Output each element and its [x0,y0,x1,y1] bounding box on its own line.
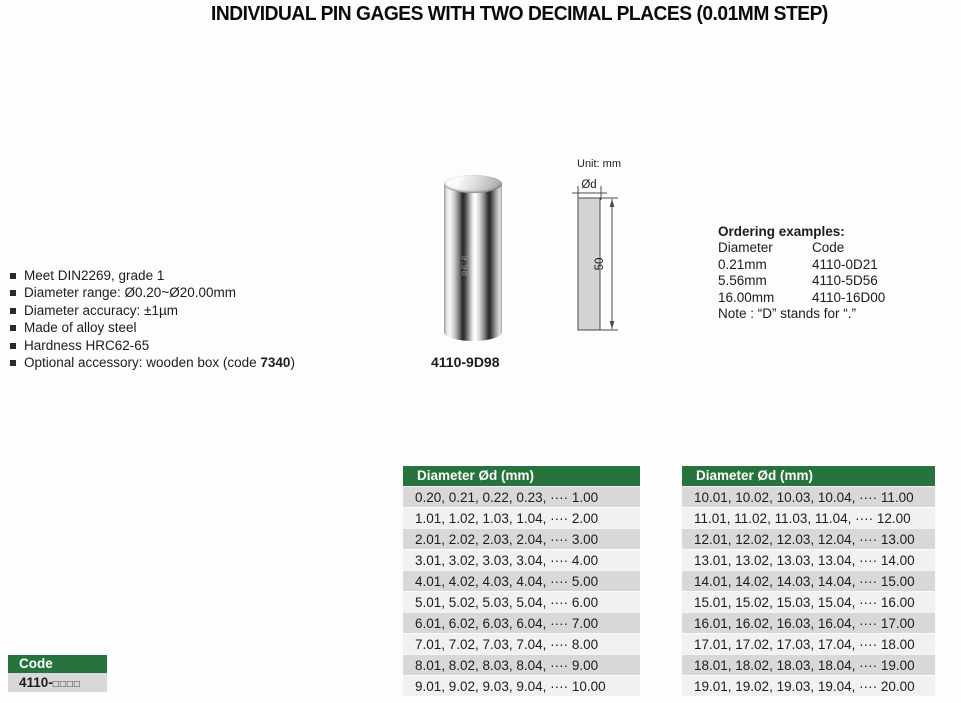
table-row: 13.01, 13.02, 13.03, 13.04, ···· 14.00 [682,549,935,570]
table-row: 16.01, 16.02, 16.03, 16.04, ···· 17.00 [682,612,935,633]
pin-gage-photo [444,175,502,343]
table-row: 7.01, 7.02, 7.03, 7.04, ···· 8.00 [403,633,640,654]
table-rows [682,486,935,696]
code-header: Code [8,655,107,673]
feature-text: Diameter accuracy: ±1µm [24,302,178,318]
ordering-row: 0.21mm 4110-0D21 [718,256,878,272]
table-row: 8.01, 8.02, 8.03, 8.04, ···· 9.00 [403,654,640,675]
table-row: 2.01, 2.02, 2.03, 2.04, ···· 3.00 [403,528,640,549]
pin-size-marking: 9.98 [459,255,470,277]
column-code: Code [812,240,845,256]
ordering-heading: Ordering examples: [718,224,845,239]
table-row: 19.01, 19.02, 19.03, 19.04, ···· 20.00 [682,675,935,696]
ordering-row: 16.00mm 4110-16D00 [718,289,886,305]
table-rows [403,486,640,696]
square-bullet-icon [10,343,16,349]
table-header: Diameter Ød (mm) [403,466,640,486]
table-row: 17.01, 17.02, 17.03, 17.04, ···· 18.00 [682,633,935,654]
table-row: 15.01, 15.02, 15.03, 15.04, ···· 16.00 [682,591,935,612]
feature-item [10,354,295,371]
feature-text: Made of alloy steel [24,320,137,336]
table-row: 0.20, 0.21, 0.22, 0.23, ···· 1.00 [403,486,640,507]
table-row: 10.01, 10.02, 10.03, 10.04, ···· 11.00 [682,486,935,507]
feature-list [10,267,295,371]
pin-top-face [444,175,502,193]
square-bullet-icon [10,308,16,314]
table-row: 1.01, 1.02, 1.03, 1.04, ···· 2.00 [403,507,640,528]
square-bullet-icon [10,360,16,366]
length-dim-value: 50 [594,257,606,271]
pin-cylinder-body [444,184,502,341]
feature-item [10,284,295,301]
diameter-dim-label: Ød [581,179,597,191]
feature-item [10,319,295,336]
table-row: 18.01, 18.02, 18.03, 18.04, ···· 19.00 [682,654,935,675]
accessory-code: 7340 [260,355,291,371]
table-row: 6.01, 6.02, 6.03, 6.04, ···· 7.00 [403,612,640,633]
feature-item [10,267,295,284]
ordering-column-headers [718,240,885,256]
order-code-block [8,655,107,692]
table-row: 5.01, 5.02, 5.03, 5.04, ···· 6.00 [403,591,640,612]
product-code-caption: 4110-9D98 [431,354,500,370]
ordering-row: 5.56mm 4110-5D56 [718,273,878,289]
arrow-up-icon [610,199,615,207]
table-row: 3.01, 3.02, 3.03, 3.04, ···· 4.00 [403,549,640,570]
arrow-down-icon [610,321,615,329]
unit-label: Unit: mm [577,158,621,170]
code-placeholder-boxes: □□□□ [52,679,81,690]
dimension-diagram [570,170,630,348]
square-bullet-icon [10,290,16,296]
feature-item [10,337,295,354]
table-row: 9.01, 9.02, 9.03, 9.04, ···· 10.00 [403,675,640,696]
page-title: INDIVIDUAL PIN GAGES WITH TWO DECIMAL PLACES (0.01MM STEP) [211,3,828,25]
diameter-table-1 [403,466,640,696]
feature-text: Hardness HRC62-65 [24,337,150,353]
square-bullet-icon [10,273,16,279]
feature-text: Diameter range: Ø0.20~Ø20.00mm [24,285,236,301]
table-row: 11.01, 11.02, 11.03, 11.04, ···· 12.00 [682,507,935,528]
code-pattern: 4110-□□□□ [8,673,107,692]
ordering-examples [718,224,885,322]
table-row: 12.01, 12.02, 12.03, 12.04, ···· 13.00 [682,528,935,549]
diameter-table-2 [682,466,935,696]
feature-item [10,302,295,319]
feature-text: Meet DIN2269, grade 1 [24,268,165,283]
column-diameter: Diameter [718,240,773,256]
feature-text: Optional accessory: wooden box (code 7340) [24,355,295,371]
table-header: Diameter Ød (mm) [682,466,935,486]
table-row: 14.01, 14.02, 14.03, 14.04, ···· 15.00 [682,570,935,591]
square-bullet-icon [10,325,16,331]
ordering-note: Note : “D” stands for “.” [718,306,857,322]
table-row: 4.01, 4.02, 4.03, 4.04, ···· 5.00 [403,570,640,591]
